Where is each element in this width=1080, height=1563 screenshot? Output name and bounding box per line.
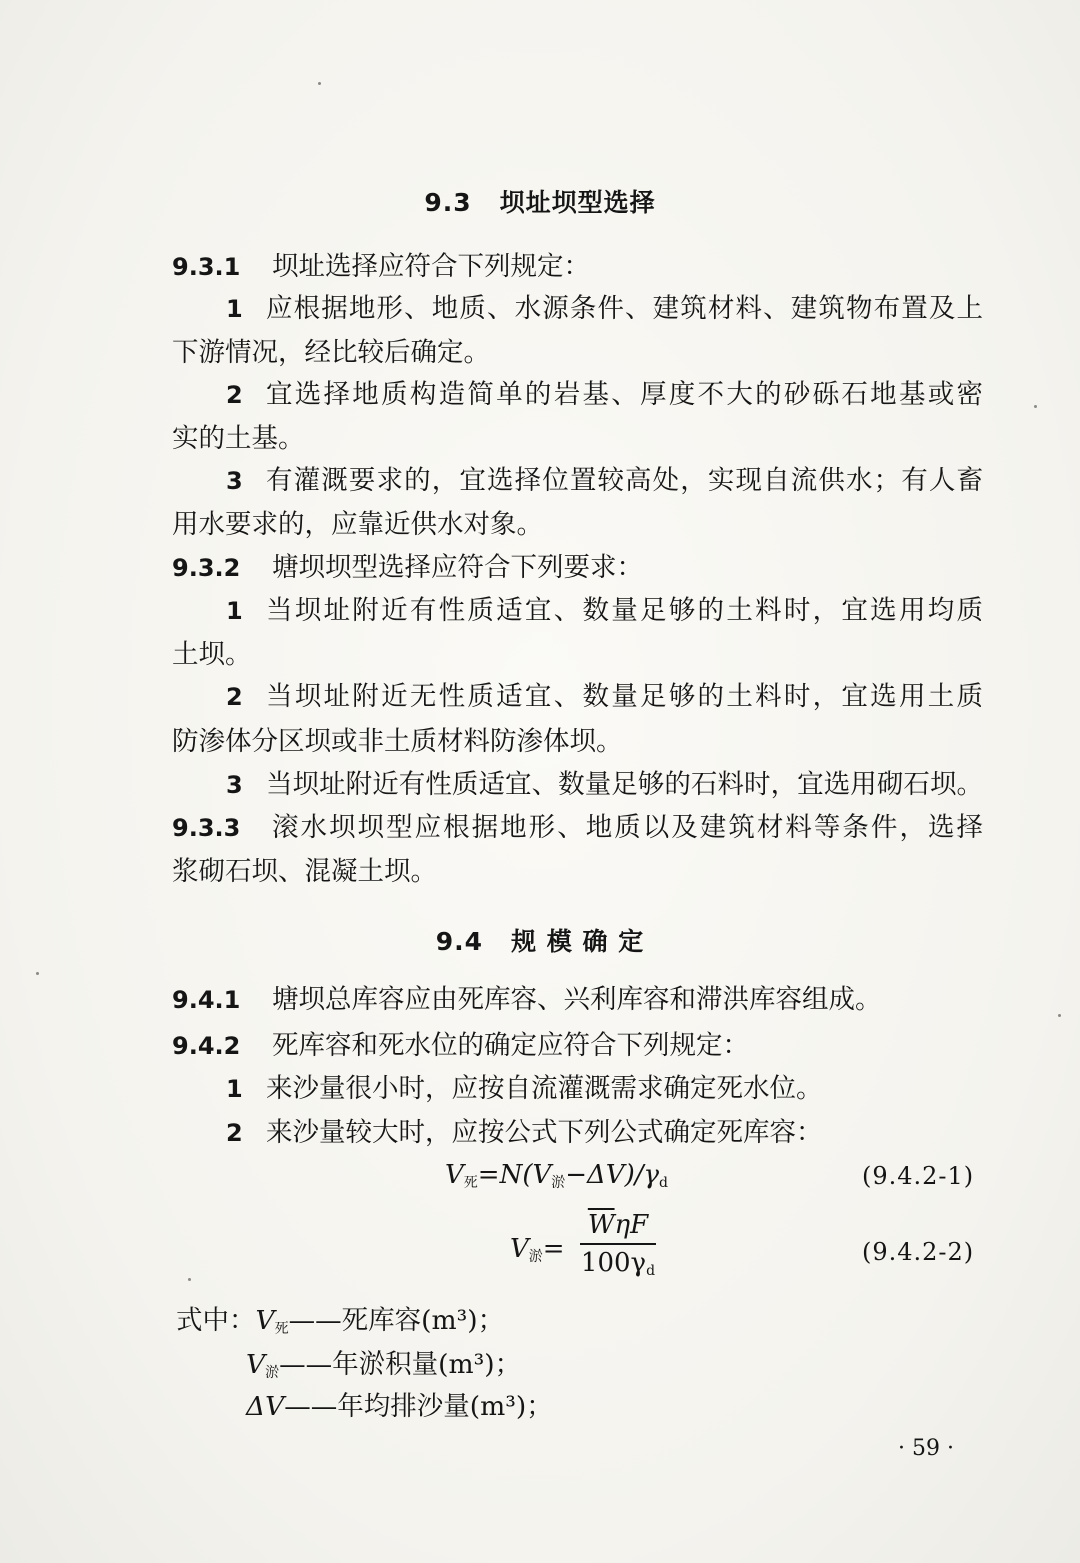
variable: $\overline{W}$ <box>587 1210 615 1240</box>
item-text: 实的土基。 <box>172 423 305 454</box>
where-line-3 <box>246 1392 553 1422</box>
section-title: 规 模 确 定 <box>511 927 645 956</box>
item-number: 2 <box>226 381 243 409</box>
item-1-continuation <box>172 338 490 368</box>
item-number: 3 <box>226 467 243 495</box>
item-number: 2 <box>226 1119 243 1147</box>
item-number: 2 <box>226 683 243 711</box>
item-3 <box>226 770 983 800</box>
subscript: 淤 <box>265 1365 280 1381</box>
section-number: 9.3 <box>424 188 472 217</box>
where-line-1 <box>176 1306 504 1344</box>
equals-sign: = <box>542 1234 565 1264</box>
scan-speck <box>1034 405 1037 408</box>
item-2 <box>226 1118 823 1148</box>
item-number: 1 <box>226 597 243 625</box>
variable: V <box>510 1234 529 1264</box>
subscript: 死 <box>463 1175 478 1191</box>
clause-number: 9.3.3 <box>172 814 241 842</box>
equation-9-4-2-2-lhs <box>510 1234 565 1266</box>
subscript: 死 <box>274 1321 289 1337</box>
clause-text: 死库容和死水位的确定应符合下列规定： <box>272 1030 749 1061</box>
clause-9-4-1 <box>172 985 882 1015</box>
item-number: 1 <box>226 295 243 323</box>
formula-part: ηF <box>614 1210 649 1240</box>
subscript: d <box>646 1263 656 1279</box>
item-text: 有灌溉要求的，宜选择位置较高处，实现自流供水；有人畜 <box>266 465 983 496</box>
definition: ——死库容(m³)； <box>288 1305 505 1336</box>
clause-text: 滚水坝坝型应根据地形、地质以及建筑材料等条件，选择 <box>272 812 983 843</box>
item-2-continuation <box>172 424 305 454</box>
item-text: 下游情况，经比较后确定。 <box>172 337 490 368</box>
equation-9-4-2-1 <box>445 1160 668 1192</box>
formula-part: −ΔV)/γ <box>565 1160 660 1190</box>
item-1-continuation <box>172 640 252 670</box>
item-text: 应根据地形、地质、水源条件、建筑材料、建筑物布置及上 <box>266 293 983 324</box>
subscript: d <box>659 1175 668 1191</box>
clause-text: 塘坝坝型选择应符合下列要求： <box>272 552 643 583</box>
item-text: 宜选择地质构造简单的岩基、厚度不大的砂砾石地基或密 <box>266 379 983 410</box>
clause-9-3-3-continuation <box>172 857 437 887</box>
item-text: 土坝。 <box>172 639 252 670</box>
clause-number: 9.3.1 <box>172 253 241 281</box>
scan-speck <box>36 972 39 975</box>
scan-speck <box>188 1278 191 1281</box>
subscript: 淤 <box>551 1175 566 1191</box>
formula-part: 100γ <box>580 1248 647 1278</box>
denominator <box>580 1248 656 1279</box>
scan-speck <box>1058 1014 1061 1017</box>
page-number: · 59 · <box>898 1436 954 1461</box>
item-text: 当坝址附近无性质适宜、数量足够的土料时，宜选用土质 <box>266 681 983 712</box>
item-text: 来沙量较大时，应按公式下列公式确定死库容： <box>266 1117 823 1148</box>
variable: V <box>445 1160 464 1190</box>
definition: ——年均排沙量(m³)； <box>284 1391 553 1422</box>
clause-9-4-2 <box>172 1031 749 1061</box>
fraction-bar <box>580 1243 656 1245</box>
clause-9-3-3 <box>172 813 983 843</box>
item-2-continuation <box>172 727 623 757</box>
section-number: 9.4 <box>435 927 484 956</box>
item-text: 当坝址附近有性质适宜、数量足够的土料时，宜选用均质 <box>266 595 983 626</box>
variable: ΔV <box>246 1391 285 1422</box>
equation-number: (9.4.2-2) <box>862 1238 975 1266</box>
item-1 <box>226 596 983 626</box>
formula-part: =N(V <box>477 1160 552 1190</box>
item-text: 来沙量很小时，应按自流灌溉需求确定死水位。 <box>266 1073 823 1104</box>
item-1 <box>226 294 983 324</box>
equation-number: (9.4.2-1) <box>862 1162 975 1190</box>
item-2 <box>226 682 983 712</box>
item-1 <box>226 1074 823 1104</box>
clause-number: 9.3.2 <box>172 554 241 582</box>
item-number: 3 <box>226 771 243 799</box>
variable: V <box>246 1349 266 1380</box>
item-text: 当坝址附近有性质适宜、数量足够的石料时，宜选用砌石坝。 <box>266 769 983 800</box>
item-2 <box>226 380 983 410</box>
item-3-continuation <box>172 510 543 540</box>
clause-9-3-2 <box>172 553 643 583</box>
item-number: 1 <box>226 1075 243 1103</box>
section-title: 坝址坝型选择 <box>499 188 656 217</box>
clause-number: 9.4.2 <box>172 1032 241 1060</box>
equation-9-4-2-2-fraction <box>580 1210 656 1279</box>
subscript: 淤 <box>528 1249 543 1265</box>
variable: V <box>255 1305 275 1336</box>
clause-text: 浆砌石坝、混凝土坝。 <box>172 856 437 887</box>
section-heading-9-3 <box>0 183 1080 219</box>
item-text: 用水要求的，应靠近供水对象。 <box>172 509 543 540</box>
clause-number: 9.4.1 <box>172 986 241 1014</box>
clause-text: 坝址选择应符合下列规定： <box>272 251 590 282</box>
numerator <box>580 1210 656 1240</box>
section-heading-9-4 <box>0 922 1080 958</box>
where-line-2 <box>246 1350 521 1388</box>
scan-speck <box>318 82 321 85</box>
clause-9-3-1 <box>172 252 590 282</box>
where-intro: 式中： <box>176 1305 256 1336</box>
definition: ——年淤积量(m³)； <box>279 1349 522 1380</box>
item-text: 防渗体分区坝或非土质材料防渗体坝。 <box>172 726 623 757</box>
item-3 <box>226 466 983 496</box>
clause-text: 塘坝总库容应由死库容、兴利库容和滞洪库容组成。 <box>272 984 882 1015</box>
